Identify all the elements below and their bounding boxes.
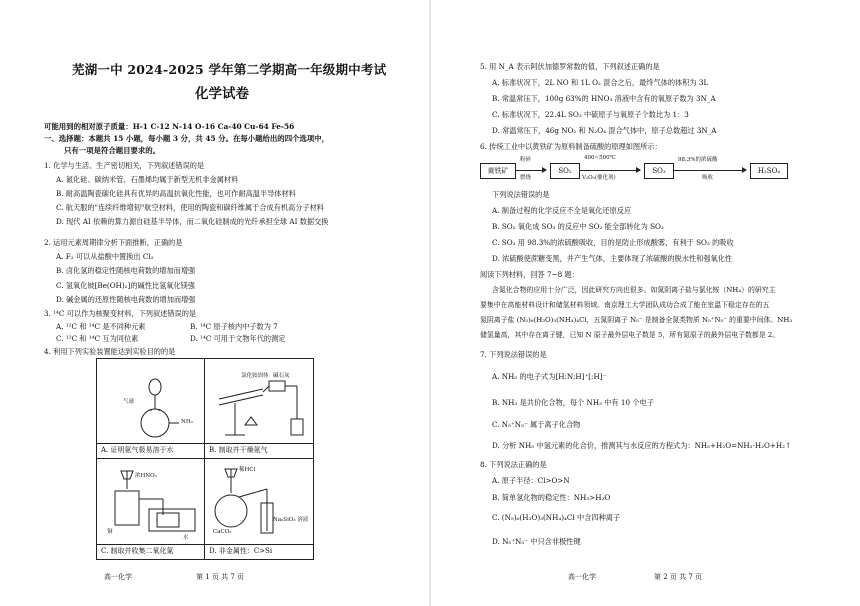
label-water: 水 bbox=[183, 535, 189, 541]
question-option: C. SO₃ 用 98.3%的浓硫酸吸收，目的是防止形成酸雾，有利于 SO₃ 的吸收 bbox=[492, 238, 734, 247]
apparatus-b bbox=[205, 359, 313, 459]
caption-a: A. 证明氨气极易溶于水 bbox=[101, 446, 174, 454]
label-soda-lime: 碱石灰 bbox=[273, 373, 290, 379]
process-flow bbox=[480, 155, 810, 183]
question-option: C. 氢氧化铍[Be(OH)₂]的碱性比氢氧化镁强 bbox=[56, 281, 196, 290]
label-caco3: CaCO₃ bbox=[213, 529, 232, 535]
question-option: C. 航天服的"连续纤维增韧"航空材料，使用的陶瓷和碳纤维属于合成有机高分子材料 bbox=[56, 203, 324, 212]
flow-step-label: 400~500℃ bbox=[584, 155, 616, 161]
section-heading-cont: 只有一项是符合题目要求的。 bbox=[64, 146, 161, 155]
question-option: B. 卤化氢的稳定性随核电荷数的增加而增强 bbox=[56, 266, 196, 275]
question-stem: 1. 化学与生活、生产密切相关，下列叙述错误的是 bbox=[44, 161, 205, 170]
label-ammonium-chloride: 氯化铵固体 bbox=[241, 373, 269, 379]
question-stem: 6. 传统工业中以黄铁矿为原料制备硫酸的原理如图所示： bbox=[480, 142, 662, 151]
question-option: C. N₅⁺N₅⁻ 属于离子化合物 bbox=[492, 420, 581, 429]
question-stem: 5. 用 N_A 表示阿伏加德罗常数的值，下列叙述正确的是 bbox=[480, 62, 660, 71]
apparatus-a bbox=[97, 359, 205, 459]
footer-subject: 高一化学 bbox=[104, 573, 132, 581]
subject-title: 化学试卷 bbox=[195, 86, 249, 102]
label-balloon: 气球 bbox=[123, 399, 135, 405]
question-option: A. ¹²C 和 ¹⁴C 是不同种元素 bbox=[56, 322, 146, 331]
question-sub: 下列说法错误的是 bbox=[492, 190, 550, 199]
question-option: B. NH₃ 是共价化合物，每个 NH₃ 中有 10 个电子 bbox=[492, 398, 654, 407]
apparatus-grid bbox=[96, 358, 314, 560]
question-option: A. 氮化硅、碳纳米管、石墨烯均属于新型无机非金属材料 bbox=[56, 175, 239, 184]
question-option: D. 浓硫酸使蔗糖变黑，并产生气体，主要体现了浓硫酸的脱水性和强氧化性 bbox=[492, 254, 733, 263]
question-option: A. F₂ 可以从盐酸中置换出 Cl₂ bbox=[56, 252, 154, 261]
exam-page-2 bbox=[430, 0, 860, 606]
footer-page: 第 2 页 共 7 页 bbox=[654, 573, 703, 581]
passage-line: 含氮化合物的应用十分广泛，因此研究方向也很多。如氮阴离子盐与氯化铵（NH₄）的研究主 bbox=[492, 286, 776, 294]
question-option: A. 原子半径：Cl>O>N bbox=[492, 476, 570, 485]
question-stem: 8. 下列说法正确的是 bbox=[480, 460, 547, 469]
flow-step-label: 燃烧 bbox=[520, 175, 532, 181]
question-option: B. 耐高温陶瓷碳化硅具有优异的高温抗氧化性能，也可作耐高温半导体材料 bbox=[56, 189, 296, 198]
apparatus-d bbox=[205, 459, 313, 559]
question-option: A. NH₅ 的电子式为[H:N:H]⁺[:H]⁻ bbox=[492, 372, 607, 381]
flow-arrow bbox=[580, 170, 640, 171]
passage-line: 氮阴离子盐 (N₅)₆(H₃O)₃(NH₄)₄Cl，五氮阴离子 N₅⁻ 是制备全氮类物质 N₅⁺N₅⁻ 的重要中间体。NH₃ bbox=[480, 316, 793, 324]
flow-arrow bbox=[674, 170, 746, 171]
flow-step-label: V₂O₅(催化剂) bbox=[582, 175, 616, 181]
caption-b: B. 制取并干燥氨气 bbox=[209, 446, 268, 454]
flow-box-h2so4: H₂SO₄ bbox=[750, 163, 788, 179]
section-heading: 一、选择题：本题共 15 小题，每小题 3 分，共 45 分。在每小题给出的四个选项中， bbox=[44, 134, 330, 143]
flow-step-label: 粉碎 bbox=[520, 157, 532, 163]
question-option: D. 现代 AI 依赖的算力源自硅基半导体，而二氧化硅制成的光纤承担全球 AI 数据交换 bbox=[56, 217, 329, 226]
flow-arrow bbox=[516, 170, 546, 171]
passage-line: 要集中在高能材料设计和储氢材料领域。南京理工大学团队成功合成了能在室温下稳定存在的五 bbox=[480, 301, 770, 309]
passage-line: 储氢量高，其中存在离子键，已知 N 原子最外层电子数是 5，所有氮原子的最外层电子数都是 2。 bbox=[480, 331, 780, 339]
question-option: D. 分析 NH₅ 中氢元素的化合价，推测其与水反应的方程式为：NH₅+H₂O=NH₃·H₂O+H₂↑ bbox=[492, 441, 792, 450]
flow-step-label: 98.3%的浓硫酸 bbox=[678, 157, 718, 163]
question-option: D. 碱金属的还原性随核电荷数的增加而增强 bbox=[56, 295, 196, 304]
footer-subject: 高一化学 bbox=[568, 573, 596, 581]
caption-c: C. 制取并收集二氧化氮 bbox=[101, 547, 174, 555]
label-sodium-silicate: Na₂SiO₃ 溶液 bbox=[273, 517, 309, 523]
flow-box-pyrite: 黄铁矿 bbox=[480, 163, 516, 179]
flow-box-so3: SO₃ bbox=[644, 163, 674, 179]
footer-page: 第 1 页 共 7 页 bbox=[196, 573, 245, 581]
question-option: A. 标准状况下，2L NO 和 1L O₂ 混合之后，最终气体的体积为 3L bbox=[492, 78, 709, 87]
exam-title: 芜湖一中 2024-2025 学年第二学期高一年级期中考试 bbox=[72, 62, 387, 77]
question-option: C. 标准状况下，22.4L SO₃ 中硫原子与氧原子个数比为 1：3 bbox=[492, 110, 689, 119]
label-dilute-hcl: 稀HCl bbox=[239, 467, 256, 473]
question-stem: 4. 利用下列实验装置能达到实验目的的是 bbox=[44, 347, 176, 356]
passage-intro: 阅读下列材料，回答 7~8 题： bbox=[480, 270, 579, 279]
flow-box-so2: SO₂ bbox=[550, 163, 580, 179]
atomic-masses: 可能用到的相对原子质量：H-1 C-12 N-14 O-16 Ca-40 Cu-64 Fe-56 bbox=[44, 122, 295, 131]
question-option: B. SO₂ 氧化成 SO₃ 的反应中 SO₂ 能全部转化为 SO₃ bbox=[492, 222, 664, 231]
question-stem: 7. 下列说法错误的是 bbox=[480, 350, 547, 359]
question-stem: 3. ¹⁴C 可以作为核聚变材料，下列叙述错误的是 bbox=[44, 309, 197, 318]
question-option: B. 常温常压下，100g 63%的 HNO₃ 溶液中含有的氧原子数为 3N_A bbox=[492, 94, 716, 103]
label-nh3: NH₃ bbox=[181, 419, 193, 425]
question-option: B. 简单氢化物的稳定性：NH₃>H₂O bbox=[492, 493, 611, 502]
apparatus-c bbox=[97, 459, 205, 559]
flask-balloon-diagram bbox=[97, 359, 205, 445]
question-option: A. 制备过程的化学反应不全是氧化还原反应 bbox=[492, 206, 632, 215]
caption-d: D. 非金属性：C>Si bbox=[209, 547, 273, 555]
label-conc-nitric: 浓HNO₃ bbox=[135, 473, 157, 479]
flow-step-label: 吸收 bbox=[702, 175, 714, 181]
label-copper: 铜 bbox=[107, 529, 113, 535]
question-option: B. ¹⁴C 原子核内中子数为 7 bbox=[190, 322, 278, 331]
question-option: C. ¹²C 和 ¹⁴C 互为同位素 bbox=[56, 334, 139, 343]
question-option: C. (N₅)₆(H₃O)₃(NH₄)₄Cl 中含四种离子 bbox=[492, 513, 621, 522]
question-option: D. N₅⁺N₅⁻ 中只含非极性键 bbox=[492, 537, 581, 546]
question-option: D. 常温常压下，46g NO₂ 和 N₂O₄ 混合气体中，原子总数超过 3N_A bbox=[492, 126, 717, 135]
question-option: D. ¹⁴C 可用于文物年代的测定 bbox=[190, 334, 286, 343]
question-stem: 2. 运用元素周期律分析下面推断，正确的是 bbox=[44, 238, 183, 247]
